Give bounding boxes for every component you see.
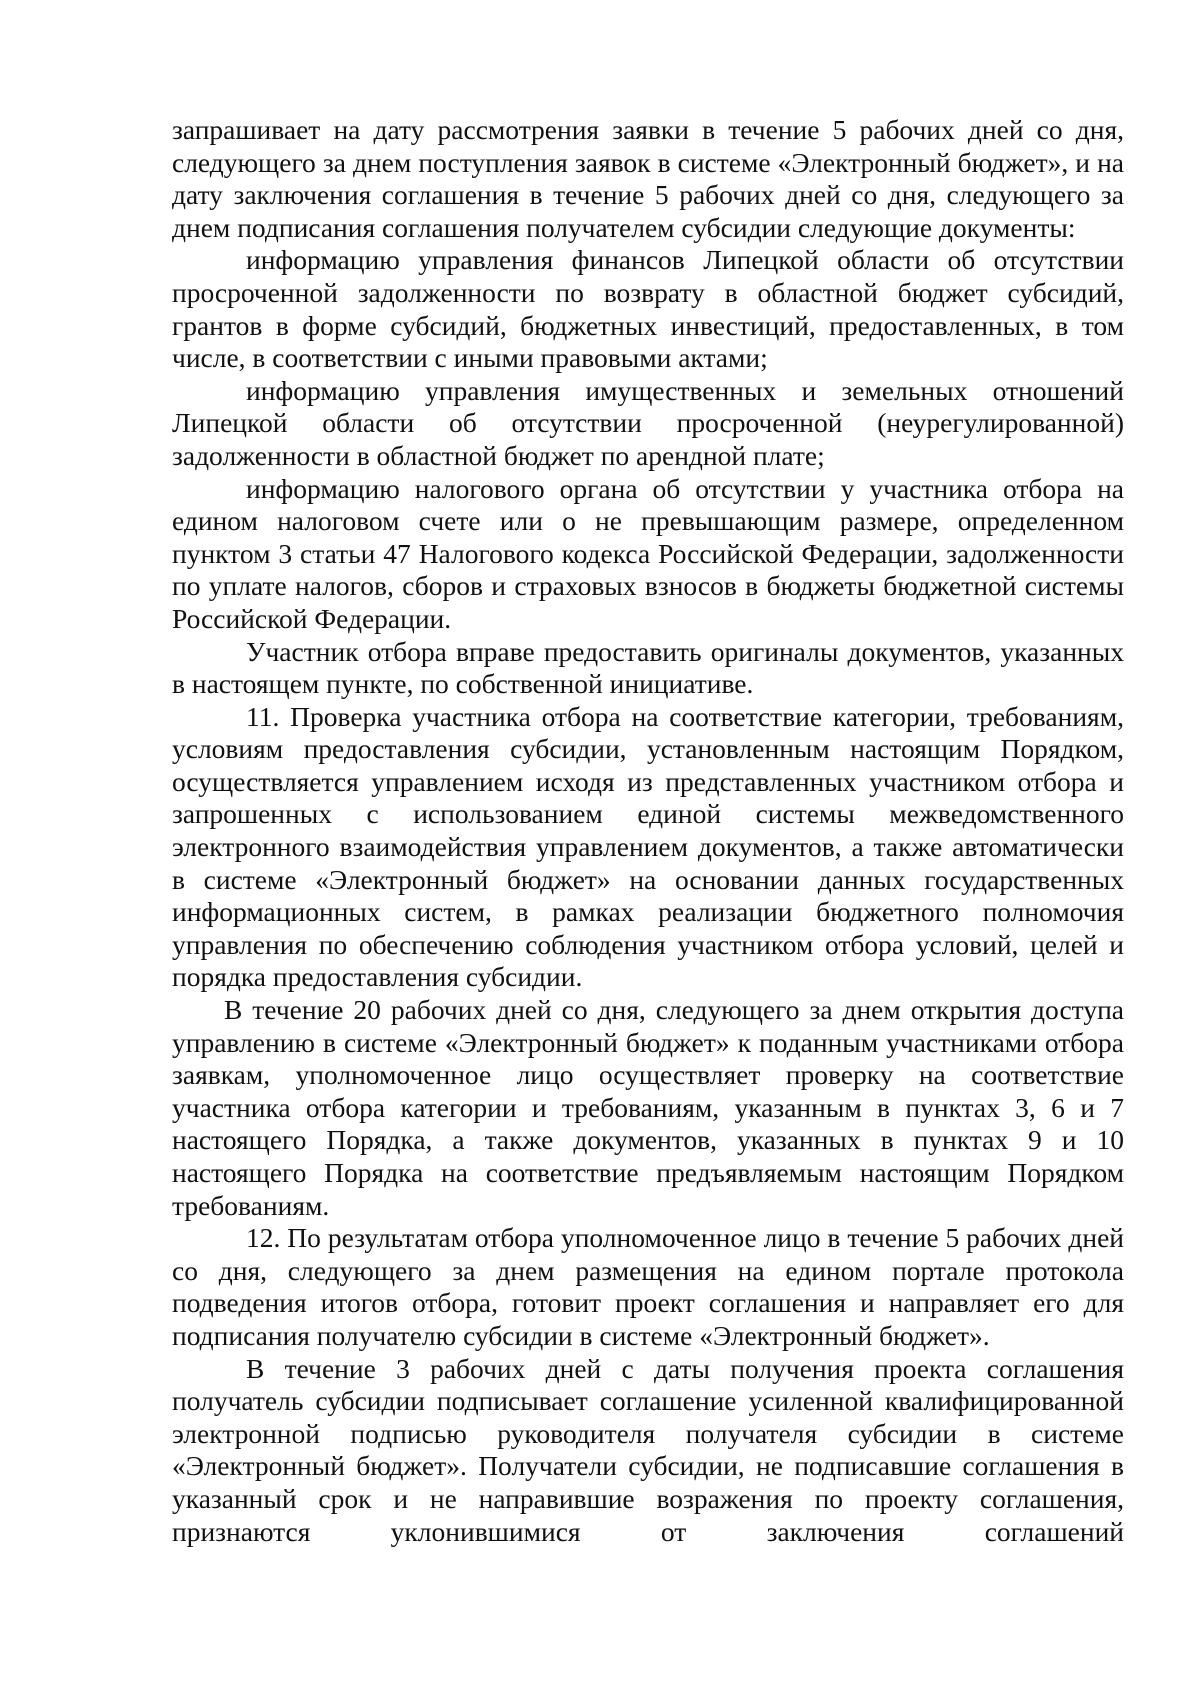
paragraph-5: Участник отбора вправе предоставить оригиналы документов, указанных в настоящем пункте, по собственной инициативе. — [172, 635, 1124, 700]
paragraph-2: информацию управления финансов Липецкой области об отсутствии просроченной задолженности по возврату в областной бюджет субсидий, грантов в форме субсидий, бюджетных инвестиций, предоставленных, в том числе, в соответствии с иными правовыми актами; — [172, 244, 1124, 374]
paragraph-8: 12. По результатам отбора уполномоченное лицо в течение 5 рабочих дней со дня, следующего за днем размещения на едином портале протокола подведения итогов отбора, готовит проект соглашения и направляет его для подписания получателю субсидии в системе «Электронный бюджет». — [172, 1222, 1124, 1351]
paragraph-7: В течение 20 рабочих дней со дня, следующего за днем открытия доступа управлению в системе «Электронный бюджет» к поданным участниками отбора заявкам, уполномоченное лицо осуществляет проверку на соответствие участника отбора категории и требованиям, указанным в пунктах 3, 6 и 7 настоящего Порядка, а также документов, указанных в пунктах 9 и 10 настоящего Порядка на соответствие предъявляемым настоящим Порядком требованиям. — [172, 994, 1124, 1221]
paragraph-1: запрашивает на дату рассмотрения заявки в течение 5 рабочих дней со дня, следующего за днем поступления заявок в системе «Электронный бюджет», и на дату заключения соглашения в течение 5 рабочих дней со дня, следующего за днем подписания соглашения получателем субсидии следующие документы: — [172, 114, 1124, 243]
paragraph-9: В течение 3 рабочих дней с даты получения проекта соглашения получатель субсидии подписывает соглашение усиленной квалифицированной электронной подписью руководителя получателя субсидии в системе «Электронный бюджет». Получатели субсидии, не подписавшие соглашения в указанный срок и не направившие возражения по проекту соглашения, признаются уклонившимися от заключения соглашений — [172, 1352, 1124, 1547]
paragraph-6: 11. Проверка участника отбора на соответствие категории, требованиям, условиям предоставления субсидии, установленным настоящим Порядком, осуществляется управлением исходя из представленных участником отбора и запрошенных с использованием единой системы межведомственного электронного взаимодействия управлением документов, а также автоматически в системе «Электронный бюджет» на основании данных государственных информационных систем, в рамках реализации бюджетного полномочия управления по обеспечению соблюдения участником отбора условий, целей и порядка предоставления субсидии. — [172, 700, 1124, 993]
document-page — [172, 114, 1124, 1548]
paragraph-3: информацию управления имущественных и земельных отношений Липецкой области об отсутствии просроченной (неурегулированной) задолженности в областной бюджет по арендной плате; — [172, 374, 1124, 471]
paragraph-4: информацию налогового органа об отсутствии у участника отбора на едином налоговом счете или о не превышающим размере, определенном пунктом 3 статьи 47 Налогового кодекса Российской Федерации, задолженности по уплате налогов, сборов и страховых взносов в бюджеты бюджетной системы Российской Федерации. — [172, 472, 1124, 634]
